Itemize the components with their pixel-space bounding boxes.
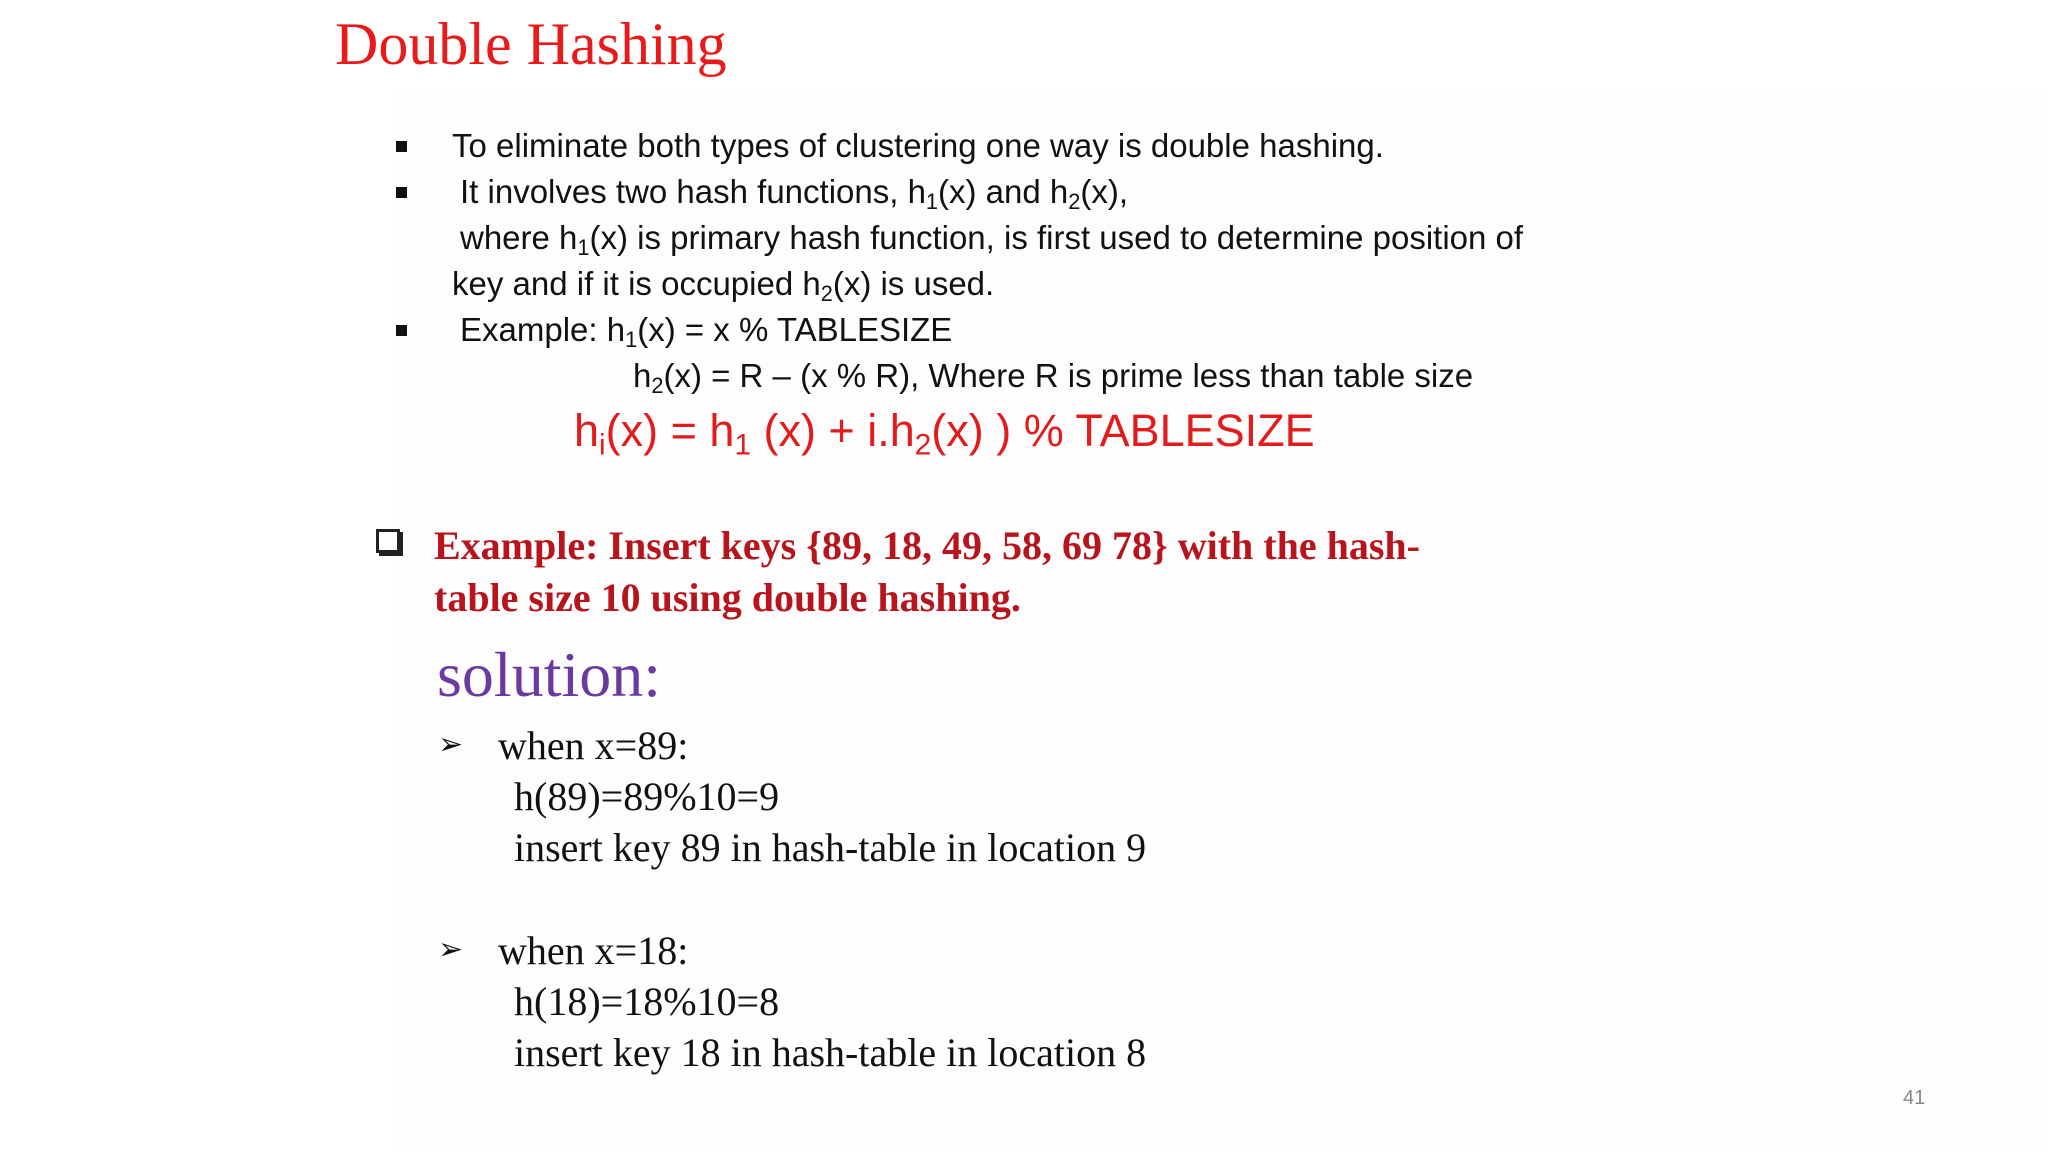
bullet-text-2-line-2: where $h_1(x)$ is primary hash function, is first used to determine position of: [460, 219, 1524, 261]
example-line-2: table size 10 using double hashing.: [434, 575, 1021, 620]
example-text: [434, 520, 1420, 624]
slide-title: Double Hashing: [335, 11, 727, 77]
step-calc: h(89)=89%10=9: [514, 774, 780, 819]
bullet-text-3: Example: $h_1(x) = x$ % TABLESIZE: [460, 311, 953, 353]
bullet-square-icon: [396, 325, 407, 336]
step-insert: insert key 89 in hash-table in location 9: [514, 825, 1147, 870]
step-calc: h(18)=18%10=8: [514, 979, 780, 1024]
page-number: 41: [1903, 1087, 1926, 1109]
arrow-bullet-icon: ➢: [438, 727, 464, 762]
step-when: when x=18:: [498, 928, 689, 973]
bullet-text-1: To eliminate both types of clustering one way is double hashing.: [452, 127, 1384, 164]
bullet-text-2-line-3: key and if it is occupied $h_2(x)$ is used.: [452, 265, 995, 307]
bullet-square-icon: [396, 141, 407, 152]
step-insert: insert key 18 in hash-table in location 8: [514, 1030, 1147, 1075]
solution-heading: solution:: [437, 639, 662, 710]
example-line-1: Example: Insert keys {89, 18, 49, 58, 69 78} with the hash-: [434, 523, 1420, 568]
double-hash-formula: $h_i(x) = h_1$ $(x) + i.h_2(x)$ ) % TABLESIZE: [574, 405, 1315, 462]
checkbox-bullet-icon: [376, 529, 400, 553]
bullet-text-3-line-2: $h_2(x) = R - (x$ % R), Where R is prime less than table size: [633, 357, 1474, 399]
arrow-bullet-icon: ➢: [438, 932, 464, 967]
bullet-text-2: It involves two hash functions, $h_1(x)$ and $h_2(x)$,: [460, 173, 1129, 215]
bullet-square-icon: [396, 187, 407, 198]
step-when: when x=89:: [498, 723, 689, 768]
